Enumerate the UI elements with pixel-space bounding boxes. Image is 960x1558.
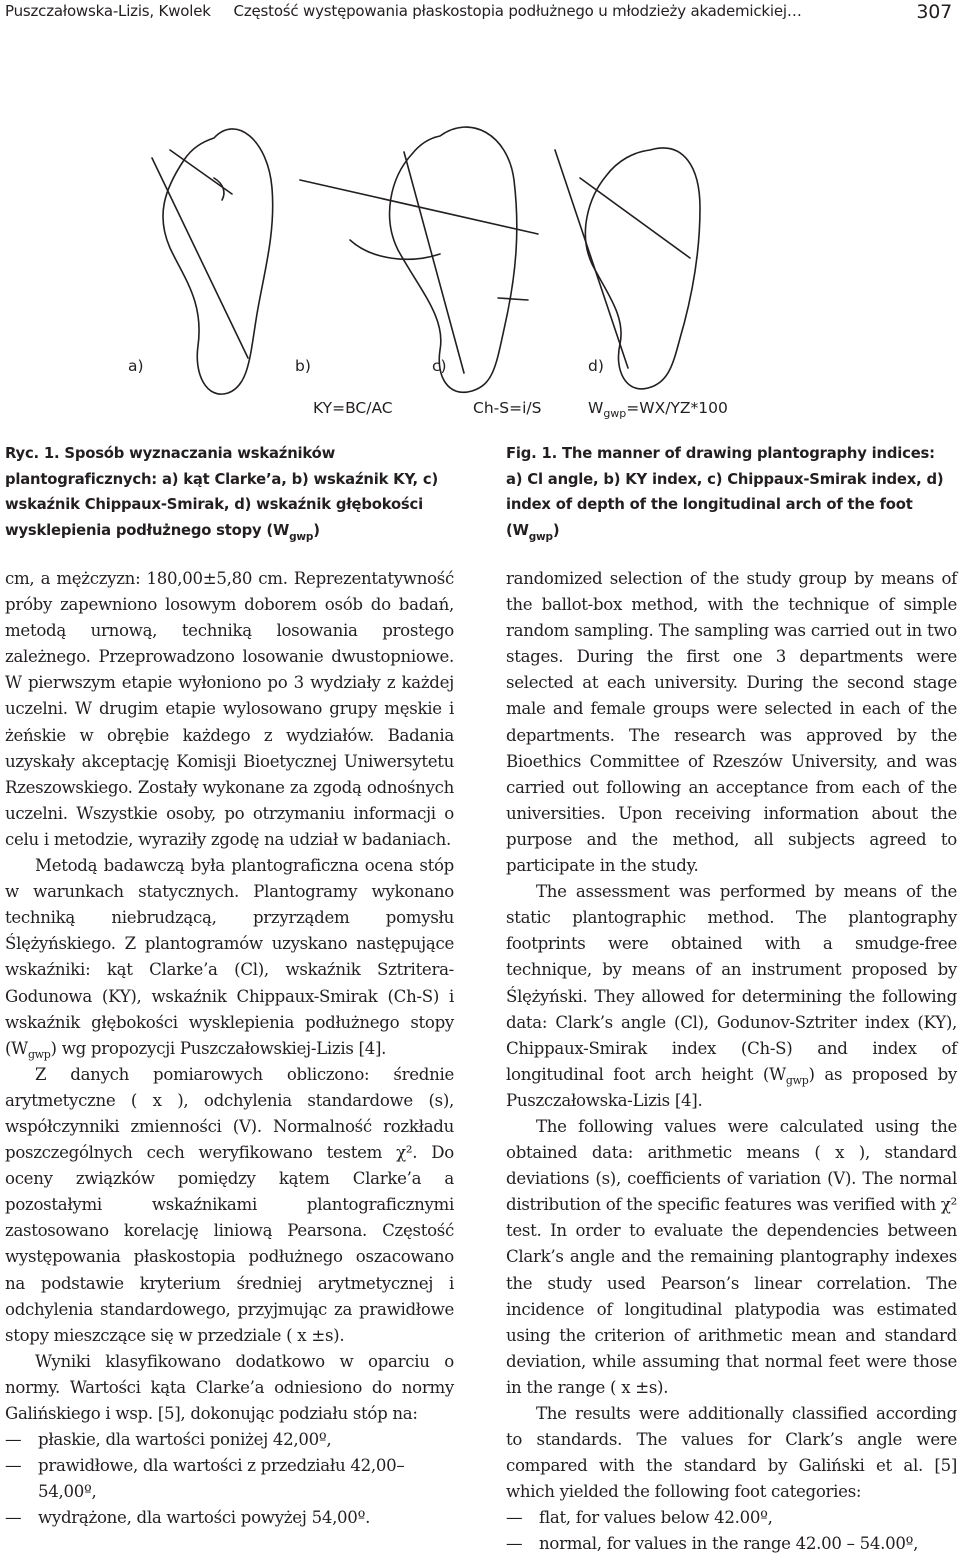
- caption-english: [506, 441, 956, 543]
- foot-a-arc: [214, 178, 224, 200]
- foot-d-line: [580, 178, 690, 258]
- paragraph: The following values were calculated using the obtained data: arithmetic means ( x ), standard deviations (s), coefficients of variation (V). The normal distribution of the specific features was verified with χ² test. In order to evaluate the dependencies between Clark’s angle and the remaining plantography indexes the study used Pearson’s linear correlation. The incidence of longitudinal platypodia was estimated using the criterion of arithmetic mean and standard deviation, while assuming that normal feet were those in the range ( x ±s).: [506, 1116, 957, 1397]
- panel-label-b: b): [295, 357, 311, 375]
- list-dash: —: [506, 1534, 523, 1554]
- panel-label-d: d): [588, 357, 604, 375]
- list-item-text: płaskie, dla wartości poniżej 42,00º,: [38, 1430, 332, 1450]
- foot-bc-line: [300, 180, 538, 234]
- foot-a-tangent: [152, 158, 248, 358]
- caption-polish-sub: gwp: [289, 530, 314, 543]
- list-item-text: prawidłowe, dla wartości z przedziału 42,00–54,00º,: [38, 1456, 405, 1502]
- list-item: [5, 1453, 454, 1505]
- paragraph: [506, 879, 957, 1114]
- body-column-english: [506, 566, 957, 1558]
- paragraph-sub: gwp: [785, 1073, 809, 1087]
- paragraph: Z danych pomiarowych obliczono: średnie arytmetyczne ( x ), odchylenia standardowe (s), współczynniki zmienności (V). Normalność rozkładu poszczególnych cech weryfikowano testem χ². Do oceny związków pomiędzy kątem Clarke’a a pozostałymi wskaźnikami plantograficznymi zastosowano korelację liniową Pearsona. Częstość występowania płaskostopia podłużnego oszacowano na podstawie kryterium średniej arytmetycznej i odchylenia standardowego, przyjmując za prawidłowe stopy mieszczące się w przedziale ( x ±s).: [5, 1064, 454, 1345]
- category-list: [506, 1505, 957, 1557]
- foot-d-tangent: [555, 150, 628, 368]
- formula-ky: KY=BC/AC: [313, 399, 393, 417]
- foot-bc-i: [498, 298, 528, 300]
- body-column-polish: [5, 566, 454, 1531]
- foot-bc-tangent: [404, 152, 464, 373]
- paragraph-text: ) wg propozycji Puszczałowskiej-Lizis [4].: [50, 1038, 387, 1058]
- formula-wgwp-prefix: W: [588, 399, 604, 417]
- list-item-text: flat, for values below 42.00º,: [539, 1508, 773, 1528]
- paragraph: cm, a mężczyzn: 180,00±5,80 cm. Reprezentatywność próby zapewniono losowym doborem osób do badań, metodą urnową, techniką losowania prostego zależnego. Przeprowadzono losowanie dwustopniowe. W pierwszym etapie wyłoniono po 3 wydziały z każdej uczelni. W drugim etapie wylosowano grupy męskie i żeńskie w obrębie każdego z wydziałów. Badania uzyskały akceptację Komisji Bioetycznej Uniwersytetu Rzeszowskiego. Zostały wykonane za zgodą odnośnych uczelni. Wszystkie osoby, po otrzymaniu informacji o celu i metodzie, wyraziły zgodę na udział w badaniach.: [5, 569, 454, 849]
- list-item: [506, 1505, 957, 1531]
- paragraph-text: Metodą badawczą była plantograficzna ocena stóp w warunkach statycznych. Plantogramy wykonano techniką niebrudzącą, przyrządem pomysłu Ślężyńskiego. Z plantogramów uzyskano następujące wskaźniki: kąt Clarke’a (Cl), wskaźnik Sztritera-Godunowa (KY), wskaźnik Chippaux-Smirak (Ch-S) i wskaźnik głębokości wysklepienia podłużnego stopy (W: [5, 856, 454, 1058]
- list-item: [506, 1531, 957, 1557]
- caption-polish-text: Ryc. 1. Sposób wyznaczania wskaźników plantograficznych: a) kąt Clarke’a, b) wskaźnik KY, c) wskaźnik Chippaux-Smirak, d) wskaźnik głębokości wysklepienia podłużnego stopy (W: [5, 445, 439, 539]
- paragraph: [5, 853, 454, 1062]
- footprint-a: [163, 129, 273, 394]
- paragraph-text: ) as proposed by Puszczałowska-Lizis [4].: [506, 1064, 957, 1110]
- paragraph: randomized selection of the study group by means of the ballot-box method, with the technique of simple random sampling. The sampling was carried out in two stages. During the first one 3 departments were selected at each university. During the second stage male and female groups were selected in each of the departments. The research was approved by the Bioethics Committee of Rzeszów University, and was carried out following an acceptance from each of the universities. Upon receiving information about the purpose and the method, all subjects agreed to participate in the study.: [506, 569, 957, 876]
- caption-polish-end: ): [313, 521, 320, 539]
- list-item: [5, 1427, 454, 1453]
- list-item-text: normal, for values in the range 42.00 – 54.00º,: [539, 1534, 919, 1554]
- formula-chs: Ch-S=i/S: [473, 399, 542, 417]
- panel-label-a: a): [128, 357, 144, 375]
- running-header-title: Puszczałowska-Lizis, Kwolek Częstość występowania płaskostopia podłużnego u młodzieży akademickiej…: [5, 2, 802, 20]
- caption-english-sub: gwp: [528, 530, 553, 543]
- panel-label-c: c): [432, 357, 447, 375]
- footprint-d: [585, 148, 700, 389]
- caption-polish: [5, 441, 445, 543]
- formula-wgwp-suffix: =WX/YZ*100: [626, 399, 728, 417]
- caption-english-text: Fig. 1. The manner of drawing plantography indices: a) Cl angle, b) KY index, c) Chippaux-Smirak index, d) index of depth of the longitudinal arch of the foot (W: [506, 445, 944, 539]
- category-list: [5, 1427, 454, 1531]
- list-dash: —: [5, 1456, 22, 1476]
- list-dash: —: [5, 1508, 22, 1528]
- formula-wgwp: [588, 399, 728, 420]
- figure-plantograms: [0, 28, 960, 430]
- formula-wgwp-sub: gwp: [603, 407, 627, 420]
- paragraph: The results were additionally classified according to standards. The values for Clark’s angle were compared with the standard by Galiński et al. [5] which yielded the following foot categories:: [506, 1404, 957, 1502]
- running-header: [5, 2, 952, 24]
- paragraph-sub: gwp: [27, 1047, 51, 1061]
- paragraph: Wyniki klasyfikowano dodatkowo w oparciu o normy. Wartości kąta Clarke’a odniesiono do normy Galińskiego i wsp. [5], dokonując podziału stóp na:: [5, 1351, 454, 1423]
- list-dash: —: [506, 1508, 523, 1528]
- page-number: 307: [916, 1, 952, 23]
- list-item: [5, 1505, 454, 1531]
- paragraph-text: The assessment was performed by means of the static plantographic method. The plantography footprints were obtained with a smudge-free technique, by means of an instrument proposed by Ślężyński. They allowed for determining the following data: Clark’s angle (Cl), Godunov-Sztriter index (KY), Chippaux-Smirak index (Ch-S) and index of longitudinal foot arch height (W: [506, 882, 957, 1084]
- list-item-text: wydrążone, dla wartości powyżej 54,00º.: [38, 1508, 371, 1528]
- caption-english-end: ): [552, 521, 560, 539]
- list-dash: —: [5, 1430, 22, 1450]
- plantogram-drawings: [0, 28, 960, 430]
